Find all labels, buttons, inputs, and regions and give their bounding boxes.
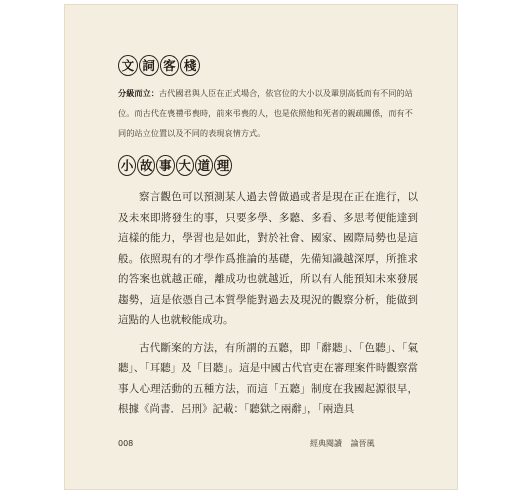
story-heading	[118, 155, 233, 176]
body-paragraph: 古代斷案的方法，有所謂的五聽，即「辭聽」、「色聽」、「氣聽」、「耳聽」及「目聽」。這是中國古代官吏在審理案件時觀察當事人心理活動的五種方法，而這「五聽」制度在我國起源很早，根據《尚書．呂刑》記載：「聽獄之兩辭」，「兩造具	[118, 341, 418, 415]
heading-char: 棧	[180, 55, 200, 76]
heading-char: 小	[118, 155, 136, 176]
glossary-entry	[118, 83, 418, 143]
body-paragraph: 察言觀色可以預測某人過去曾做過或者是現在正在進行，以及未來即將發生的事，只要多學、多聽、多看、多思考便能達到這樣的能力，學習也是如此，對於社會、國家、國際局勢也是這般。依照現有的才學作爲推論的基礎，先備知識越深厚，所推求的答案也就越正確，離成功也就越近，所以有人能預知未來發展趨勢，這是依憑自己本質學能對過去及現況的觀察分析，能做到這點的人也就較能成功。	[118, 191, 418, 326]
glossary-heading	[118, 55, 201, 76]
heading-char: 道	[195, 155, 213, 176]
heading-char: 大	[176, 155, 194, 176]
running-footer	[310, 438, 375, 449]
story-body	[118, 187, 418, 427]
heading-char: 詞	[139, 55, 159, 76]
series-title: 經典閱讀	[310, 439, 342, 448]
heading-char: 事	[156, 155, 174, 176]
heading-char: 文	[118, 55, 138, 76]
heading-char: 理	[214, 155, 232, 176]
book-page	[64, 4, 458, 490]
glossary-term: 分級而立：	[118, 88, 159, 98]
heading-char: 故	[137, 155, 155, 176]
page-number: 008	[118, 439, 134, 448]
glossary-definition: 古代國君與人臣在正式場合，依官位的大小以及輩別高低而有不同的站位。而古代在喪禮弔喪時，前來弔喪的人，也是依照他和死者的親疏關係，而有不同的站立位置以及不同的表現哀情方式。	[118, 88, 413, 138]
book-title: 論晉風	[350, 439, 375, 448]
heading-char: 客	[160, 55, 180, 76]
